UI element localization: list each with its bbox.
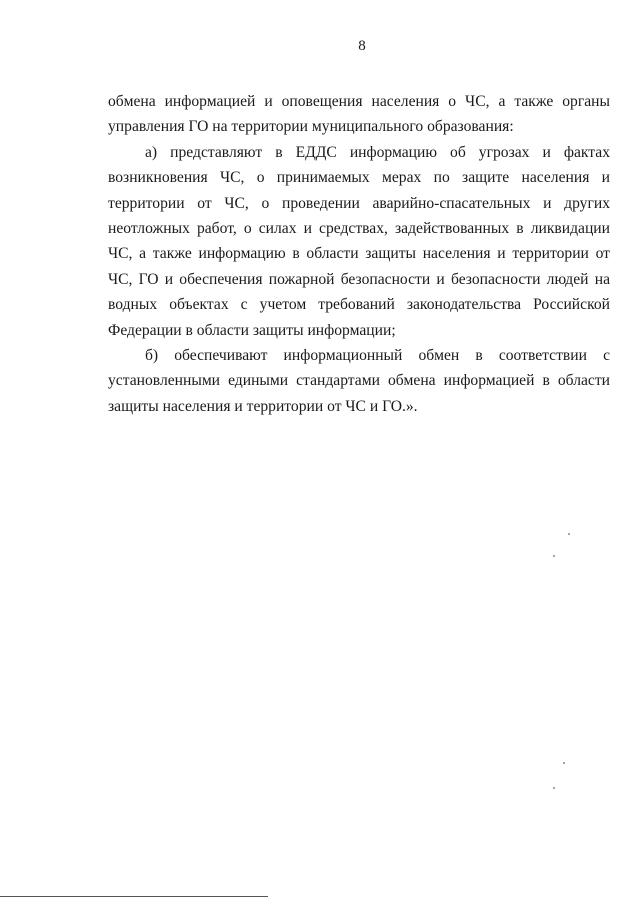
scan-speck [553,787,555,789]
scan-speck [563,762,565,764]
bottom-rule [0,896,268,897]
body-text [108,89,610,419]
paragraph-item-b: б) обеспечивают информационный обмен в соответствии с установленными едиными стандартами обмена информацией в области защиты населения и территории от ЧС и ГО.». [108,347,610,415]
paragraph-continuation: обмена информацией и оповещения населения о ЧС, а также органы управления ГО на территории муниципального образования: [108,93,610,136]
page-number: 8 [358,38,366,54]
paragraph-item-a: а) представляют в ЕДДС информацию об угрозах и фактах возникновения ЧС, о принимаемых мерах по защите населения и территории от ЧС, о проведении аварийно-спасательных и других неотложных работ, о силах и средствах, задействованных в ликвидации ЧС, а также информацию в области защиты населения и территории от ЧС, ГО и обеспечения пожарной безопасности и безопасности людей на водных объектах с учетом требований законодательства Российской Федерации в области защиты информации; [108,143,610,339]
scan-speck [568,533,570,535]
scan-speck [553,555,555,557]
